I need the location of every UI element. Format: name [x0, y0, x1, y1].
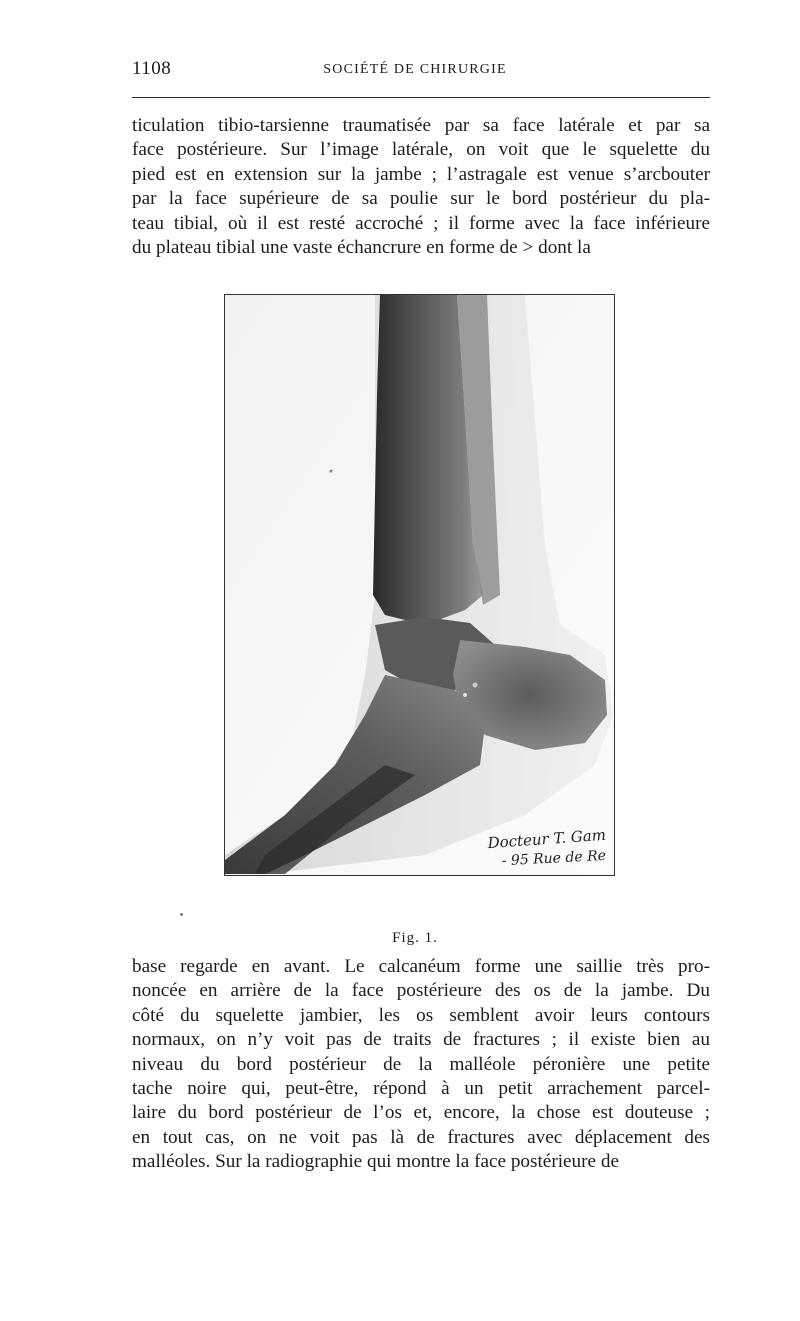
text-line: côté du squelette jambier, les os semblent avoir leurs contours [132, 1004, 710, 1026]
radiograph-figure [224, 294, 615, 876]
paragraph-2 [132, 955, 710, 1175]
paragraph-1 [132, 114, 710, 260]
text-line: en tout cas, on ne voit pas là de fractures avec déplacement des [132, 1126, 710, 1148]
running-head: SOCIÉTÉ DE CHIRURGIE [323, 62, 507, 77]
radiograph-signature [486, 825, 607, 870]
text-line: du plateau tibial une vaste échancrure en forme de > dont la [132, 237, 591, 259]
radiograph-image [225, 295, 613, 874]
text-line: base regarde en avant. Le calcanéum forme une saillie très pro- [132, 956, 710, 977]
text-line: pied est en extension sur la jambe ; l’astragale est venue s’arcbouter [132, 163, 710, 185]
stray-mark [180, 913, 183, 916]
text-line: ticulation tibio-tarsienne traumatisée par sa face latérale et par sa [132, 115, 710, 136]
header-rule [132, 97, 710, 98]
page-number: 1108 [132, 58, 172, 79]
text-line: malléoles. Sur la radiographie qui montre la face postérieure de [132, 1151, 619, 1173]
text-line: face postérieure. Sur l’image latérale, on voit que le squelette du [132, 139, 710, 161]
signature-line: Docteur T. Gam [487, 825, 607, 853]
text-line: laire du bord postérieur de l’os et, encore, la chose est douteuse ; [132, 1102, 710, 1124]
figure-caption: Fig. 1. [392, 930, 438, 946]
text-line: niveau du bord postérieur de la malléole péronière une petite [132, 1053, 710, 1075]
signature-line: - 95 Rue de Re [501, 847, 607, 870]
text-line: par la face supérieure de sa poulie sur le bord postérieur du pla- [132, 188, 710, 210]
text-line: noncée en arrière de la face postérieure des os de la jambe. Du [132, 980, 710, 1002]
text-line: normaux, on n’y voit pas de traits de fractures ; il existe bien au [132, 1029, 710, 1051]
text-line: teau tibial, où il est resté accroché ; il forme avec la face inférieure [132, 212, 710, 234]
text-line: tache noire qui, peut-être, répond à un petit arrachement parcel- [132, 1078, 710, 1100]
